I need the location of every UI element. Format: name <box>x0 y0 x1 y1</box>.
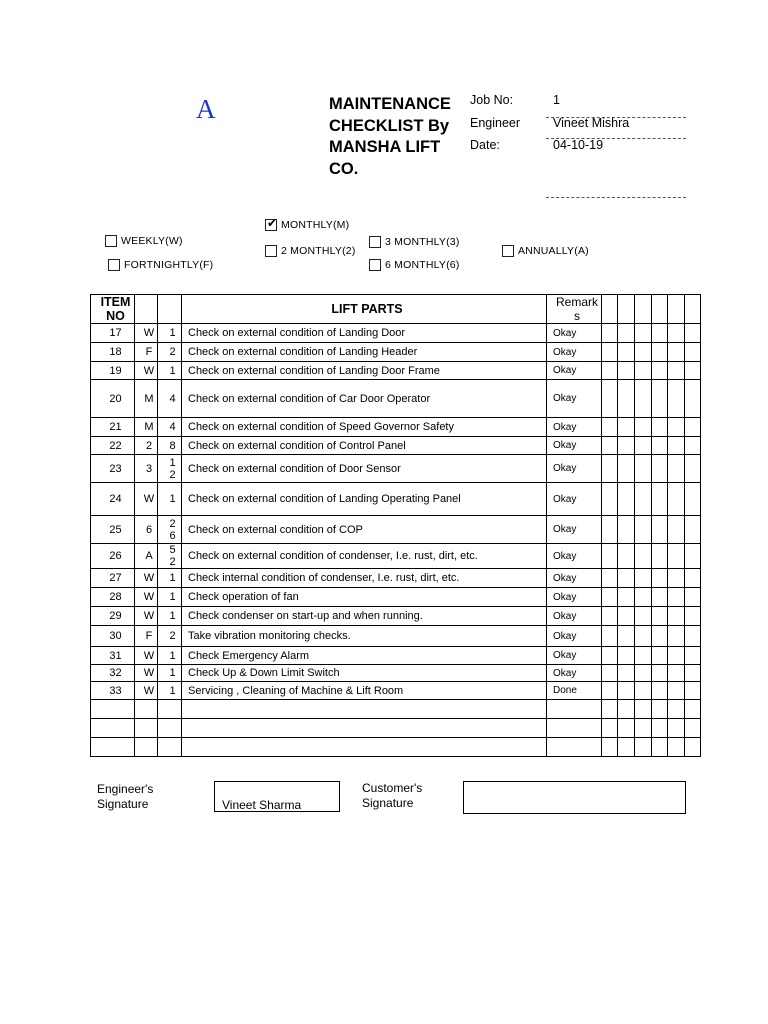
table-row <box>91 437 701 455</box>
blank-check-cell <box>635 647 652 665</box>
customer-signature-box[interactable] <box>463 781 686 814</box>
interval-cell: 1 <box>158 588 182 607</box>
table-row <box>91 516 701 544</box>
empty-cell <box>685 700 701 719</box>
table-row <box>91 569 701 588</box>
date-value: 04-10-19 <box>553 138 604 152</box>
blank-check-cell <box>602 682 618 700</box>
header-remarks-text: Remarks <box>556 295 599 323</box>
lift-part-description: Check on external condition of COP <box>182 516 547 544</box>
interval-cell: 1 <box>158 647 182 665</box>
interval-cell: 1 <box>158 569 182 588</box>
blank-check-cell <box>635 626 652 647</box>
remark-cell: Okay <box>547 647 602 665</box>
blank-check-cell <box>652 516 668 544</box>
blank-check-cell <box>618 588 635 607</box>
blank-check-cell <box>618 418 635 437</box>
empty-cell <box>158 719 182 738</box>
checkbox-label: 6 MONTHLY(6) <box>385 259 460 271</box>
blank-check-cell <box>685 343 701 362</box>
checkbox-annually[interactable] <box>502 245 589 257</box>
blank-check-cell <box>685 682 701 700</box>
blank-check-cell <box>602 437 618 455</box>
blank-check-cell <box>652 544 668 569</box>
remark-cell: Okay <box>547 516 602 544</box>
interval-cell: 1 <box>158 324 182 343</box>
frequency-cell: W <box>135 665 158 682</box>
blank-check-cell <box>652 418 668 437</box>
remark-cell: Okay <box>547 544 602 569</box>
interval-digit: 1 <box>169 456 176 469</box>
frequency-cell: W <box>135 483 158 516</box>
frequency-cell: W <box>135 324 158 343</box>
lift-part-description: Check internal condition of condenser, I.e. rust, dirt, etc. <box>182 569 547 588</box>
engineer-signature-label: Engineer's Signature <box>97 782 154 811</box>
blank-check-cell <box>618 437 635 455</box>
blank-check-cell <box>652 588 668 607</box>
remark-cell: Okay <box>547 362 602 380</box>
remark-cell: Okay <box>547 588 602 607</box>
table-row <box>91 626 701 647</box>
lift-part-description: Check on external condition of Landing Door <box>182 324 547 343</box>
blank-check-cell <box>668 626 685 647</box>
item-no-cell: 20 <box>91 380 135 418</box>
blank-check-cell <box>635 665 652 682</box>
empty-cell <box>547 700 602 719</box>
blank-check-cell <box>635 544 652 569</box>
blank-check-cell <box>602 455 618 483</box>
remark-cell: Okay <box>547 380 602 418</box>
lift-part-description: Check on external condition of Landing Operating Panel <box>182 483 547 516</box>
blank-check-cell <box>618 362 635 380</box>
item-no-cell: 22 <box>91 437 135 455</box>
engineer-value: Vineet Mishra <box>553 116 630 130</box>
blank-check-cell <box>668 437 685 455</box>
blank-check-cell <box>602 418 618 437</box>
blank-check-cell <box>652 626 668 647</box>
item-no-cell: 29 <box>91 607 135 626</box>
blank-check-cell <box>685 418 701 437</box>
blank-check-cell <box>602 665 618 682</box>
empty-cell <box>668 738 685 757</box>
blank-check-cell <box>635 455 652 483</box>
empty-cell <box>91 738 135 757</box>
blank-check-cell <box>635 483 652 516</box>
empty-cell <box>135 719 158 738</box>
blank-check-cell <box>685 665 701 682</box>
remark-cell: Okay <box>547 569 602 588</box>
lift-part-description: Check on external condition of Control Panel <box>182 437 547 455</box>
blank-check-cell <box>685 380 701 418</box>
date-underline <box>546 197 686 198</box>
empty-cell <box>652 700 668 719</box>
blank-check-cell <box>635 437 652 455</box>
empty-cell <box>668 719 685 738</box>
interval-cell: 1 <box>158 682 182 700</box>
frequency-cell: W <box>135 362 158 380</box>
lift-part-description: Check on external condition of Speed Governor Safety <box>182 418 547 437</box>
remark-cell: Okay <box>547 324 602 343</box>
blank-check-cell <box>618 569 635 588</box>
blank-check-cell <box>668 516 685 544</box>
blank-check-cell <box>635 418 652 437</box>
checkbox-label: 3 MONTHLY(3) <box>385 236 460 248</box>
remark-cell: Okay <box>547 607 602 626</box>
blank-check-cell <box>668 665 685 682</box>
date-label: Date: <box>470 138 500 152</box>
blank-check-cell <box>635 380 652 418</box>
item-no-cell: 25 <box>91 516 135 544</box>
table-row <box>91 544 701 569</box>
item-no-cell: 19 <box>91 362 135 380</box>
blank-check-cell <box>668 362 685 380</box>
job-no-label: Job No: <box>470 93 514 107</box>
blank-check-cell <box>668 607 685 626</box>
empty-cell <box>635 700 652 719</box>
blank-check-cell <box>602 607 618 626</box>
checklist-table <box>90 294 701 757</box>
empty-cell <box>547 738 602 757</box>
blank-check-cell <box>685 437 701 455</box>
empty-cell <box>602 700 618 719</box>
table-row <box>91 343 701 362</box>
interval-cell: 1 <box>158 483 182 516</box>
header-blank <box>652 295 668 324</box>
blank-check-cell <box>668 483 685 516</box>
empty-cell <box>91 719 135 738</box>
interval-cell: 1 <box>158 362 182 380</box>
table-row <box>91 607 701 626</box>
blank-check-cell <box>602 343 618 362</box>
blank-check-cell <box>618 483 635 516</box>
blank-check-cell <box>635 362 652 380</box>
blank-check-cell <box>602 626 618 647</box>
empty-cell <box>602 738 618 757</box>
interval-cell <box>158 455 182 483</box>
interval-digit: 6 <box>169 529 176 542</box>
header-blank <box>135 295 158 324</box>
item-no-cell: 27 <box>91 569 135 588</box>
blank-check-cell <box>685 516 701 544</box>
blank-check-cell <box>635 588 652 607</box>
empty-cell <box>135 738 158 757</box>
blank-check-cell <box>602 380 618 418</box>
blank-check-cell <box>685 607 701 626</box>
page-title: MAINTENANCE CHECKLIST By MANSHA LIFT CO. <box>329 95 451 178</box>
blank-check-cell <box>652 380 668 418</box>
blank-check-cell <box>652 647 668 665</box>
table-row <box>91 588 701 607</box>
remark-cell: Okay <box>547 483 602 516</box>
empty-cell <box>158 738 182 757</box>
engineer-signature-name: Vineet Sharma <box>222 798 302 812</box>
blank-check-cell <box>618 324 635 343</box>
empty-cell <box>618 738 635 757</box>
blank-check-cell <box>602 544 618 569</box>
blank-check-cell <box>635 343 652 362</box>
item-no-cell: 18 <box>91 343 135 362</box>
blank-check-cell <box>618 343 635 362</box>
blank-check-cell <box>618 665 635 682</box>
header-blank <box>618 295 635 324</box>
header-blank <box>635 295 652 324</box>
item-no-cell: 33 <box>91 682 135 700</box>
header-blank <box>158 295 182 324</box>
company-logo-letter: A <box>196 94 216 124</box>
lift-part-description: Check on external condition of Landing Door Frame <box>182 362 547 380</box>
empty-cell <box>602 719 618 738</box>
blank-check-cell <box>668 343 685 362</box>
blank-check-cell <box>602 588 618 607</box>
lift-part-description: Check Up & Down Limit Switch <box>182 665 547 682</box>
blank-check-cell <box>602 516 618 544</box>
checkbox-monthly[interactable] <box>265 216 350 231</box>
blank-check-cell <box>685 626 701 647</box>
empty-cell <box>618 719 635 738</box>
blank-check-cell <box>618 455 635 483</box>
item-no-cell: 21 <box>91 418 135 437</box>
blank-check-cell <box>635 607 652 626</box>
blank-check-cell <box>685 362 701 380</box>
empty-cell <box>652 738 668 757</box>
checkbox-label: WEEKLY(W) <box>121 235 183 247</box>
lift-part-description: Check condenser on start-up and when running. <box>182 607 547 626</box>
table-row <box>91 380 701 418</box>
interval-cell: 2 <box>158 343 182 362</box>
blank-check-cell <box>652 324 668 343</box>
checkbox-label: 2 MONTHLY(2) <box>281 245 356 257</box>
blank-check-cell <box>602 569 618 588</box>
table-row <box>91 647 701 665</box>
blank-check-cell <box>652 455 668 483</box>
blank-check-cell <box>685 324 701 343</box>
interval-cell: 4 <box>158 418 182 437</box>
interval-digit: 5 <box>169 544 176 556</box>
blank-check-cell <box>602 647 618 665</box>
checkbox-box[interactable] <box>265 245 277 257</box>
blank-check-cell <box>668 418 685 437</box>
blank-check-cell <box>652 362 668 380</box>
lift-part-description: Check Emergency Alarm <box>182 647 547 665</box>
blank-check-cell <box>668 647 685 665</box>
table-row <box>91 324 701 343</box>
lift-part-description: Check on external condition of Landing Header <box>182 343 547 362</box>
header-remarks <box>547 295 602 324</box>
customer-signature-label: Customer's Signature <box>362 781 423 810</box>
interval-digit: 2 <box>169 556 176 568</box>
frequency-cell: F <box>135 343 158 362</box>
blank-check-cell <box>618 607 635 626</box>
frequency-cell: 6 <box>135 516 158 544</box>
checkbox-box[interactable] <box>265 216 278 231</box>
table-row <box>91 362 701 380</box>
remark-cell: Okay <box>547 626 602 647</box>
item-no-cell: 24 <box>91 483 135 516</box>
remark-cell: Okay <box>547 455 602 483</box>
blank-check-cell <box>668 569 685 588</box>
frequency-cell: W <box>135 588 158 607</box>
checkbox-box[interactable] <box>105 235 117 247</box>
blank-check-cell <box>652 569 668 588</box>
empty-table-row <box>91 719 701 738</box>
blank-check-cell <box>652 483 668 516</box>
blank-check-cell <box>602 483 618 516</box>
header-lift-parts: LIFT PARTS <box>182 295 547 324</box>
engineer-signature-box[interactable] <box>214 781 340 812</box>
lift-part-description: Check on external condition of Door Sensor <box>182 455 547 483</box>
empty-cell <box>182 719 547 738</box>
blank-check-cell <box>668 324 685 343</box>
header-blank <box>685 295 701 324</box>
blank-check-cell <box>635 516 652 544</box>
empty-cell <box>652 719 668 738</box>
blank-check-cell <box>618 544 635 569</box>
checkbox-box[interactable] <box>369 236 381 248</box>
blank-check-cell <box>635 682 652 700</box>
job-no-value: 1 <box>553 93 560 107</box>
checkbox-fortnightly[interactable] <box>108 259 213 271</box>
blank-check-cell <box>635 324 652 343</box>
frequency-cell: F <box>135 626 158 647</box>
frequency-cell: M <box>135 418 158 437</box>
header-item-no <box>91 295 135 324</box>
blank-check-cell <box>685 588 701 607</box>
blank-check-cell <box>685 544 701 569</box>
interval-cell: 4 <box>158 380 182 418</box>
checkbox-three-monthly[interactable] <box>369 236 460 248</box>
empty-cell <box>618 700 635 719</box>
interval-digit: 2 <box>169 517 176 530</box>
item-no-cell: 17 <box>91 324 135 343</box>
table-row <box>91 483 701 516</box>
header-item-no-text: ITEM NO <box>100 295 131 323</box>
blank-check-cell <box>652 607 668 626</box>
table-row <box>91 455 701 483</box>
remark-cell: Done <box>547 682 602 700</box>
lift-part-description: Check on external condition of condenser, I.e. rust, dirt, etc. <box>182 544 547 569</box>
item-no-cell: 31 <box>91 647 135 665</box>
blank-check-cell <box>618 516 635 544</box>
item-no-cell: 30 <box>91 626 135 647</box>
checkbox-box[interactable] <box>369 259 381 271</box>
check-icon: ✔ <box>267 216 278 230</box>
checkbox-box[interactable] <box>502 245 514 257</box>
interval-cell <box>158 544 182 569</box>
empty-cell <box>547 719 602 738</box>
frequency-cell: W <box>135 607 158 626</box>
blank-check-cell <box>668 588 685 607</box>
table-header-row <box>91 295 701 324</box>
blank-check-cell <box>685 483 701 516</box>
blank-check-cell <box>685 455 701 483</box>
blank-check-cell <box>668 380 685 418</box>
remark-cell: Okay <box>547 437 602 455</box>
item-no-cell: 28 <box>91 588 135 607</box>
checkbox-two-monthly[interactable] <box>265 245 356 257</box>
item-no-cell: 26 <box>91 544 135 569</box>
empty-cell <box>135 700 158 719</box>
frequency-cell: 2 <box>135 437 158 455</box>
blank-check-cell <box>685 569 701 588</box>
blank-check-cell <box>652 665 668 682</box>
item-no-cell: 32 <box>91 665 135 682</box>
interval-cell: 8 <box>158 437 182 455</box>
blank-check-cell <box>618 647 635 665</box>
frequency-cell: A <box>135 544 158 569</box>
table-row <box>91 665 701 682</box>
interval-cell <box>158 516 182 544</box>
checkbox-box[interactable] <box>108 259 120 271</box>
empty-cell <box>158 700 182 719</box>
interval-cell: 1 <box>158 607 182 626</box>
remark-cell: Okay <box>547 343 602 362</box>
remark-cell: Okay <box>547 665 602 682</box>
empty-cell <box>685 738 701 757</box>
blank-check-cell <box>668 455 685 483</box>
empty-cell <box>635 738 652 757</box>
empty-cell <box>182 700 547 719</box>
empty-table-row <box>91 738 701 757</box>
lift-part-description: Servicing , Cleaning of Machine & Lift Room <box>182 682 547 700</box>
table-row <box>91 418 701 437</box>
checkbox-label: FORTNIGHTLY(F) <box>124 259 214 271</box>
empty-cell <box>182 738 547 757</box>
blank-check-cell <box>635 569 652 588</box>
blank-check-cell <box>618 682 635 700</box>
frequency-cell: W <box>135 569 158 588</box>
empty-cell <box>91 700 135 719</box>
blank-check-cell <box>652 437 668 455</box>
empty-cell <box>668 700 685 719</box>
checkbox-six-monthly[interactable] <box>369 259 460 271</box>
lift-part-description: Take vibration monitoring checks. <box>182 626 547 647</box>
header-blank <box>668 295 685 324</box>
checkbox-label: MONTHLY(M) <box>281 219 350 231</box>
blank-check-cell <box>668 682 685 700</box>
blank-check-cell <box>618 380 635 418</box>
interval-cell: 1 <box>158 665 182 682</box>
empty-cell <box>685 719 701 738</box>
blank-check-cell <box>618 626 635 647</box>
remark-cell: Okay <box>547 418 602 437</box>
item-no-cell: 23 <box>91 455 135 483</box>
lift-part-description: Check operation of fan <box>182 588 547 607</box>
interval-digit: 2 <box>169 468 176 481</box>
lift-part-description: Check on external condition of Car Door Operator <box>182 380 547 418</box>
blank-check-cell <box>685 647 701 665</box>
empty-cell <box>635 719 652 738</box>
checkbox-label: ANNUALLY(A) <box>518 245 589 257</box>
blank-check-cell <box>602 362 618 380</box>
header-blank <box>602 295 618 324</box>
blank-check-cell <box>668 544 685 569</box>
interval-cell: 2 <box>158 626 182 647</box>
engineer-label: Engineer <box>470 116 521 130</box>
frequency-cell: 3 <box>135 455 158 483</box>
empty-table-row <box>91 700 701 719</box>
blank-check-cell <box>652 682 668 700</box>
blank-check-cell <box>602 324 618 343</box>
blank-check-cell <box>652 343 668 362</box>
frequency-cell: M <box>135 380 158 418</box>
frequency-cell: W <box>135 647 158 665</box>
table-row <box>91 682 701 700</box>
frequency-cell: W <box>135 682 158 700</box>
checkbox-weekly[interactable] <box>105 235 183 247</box>
